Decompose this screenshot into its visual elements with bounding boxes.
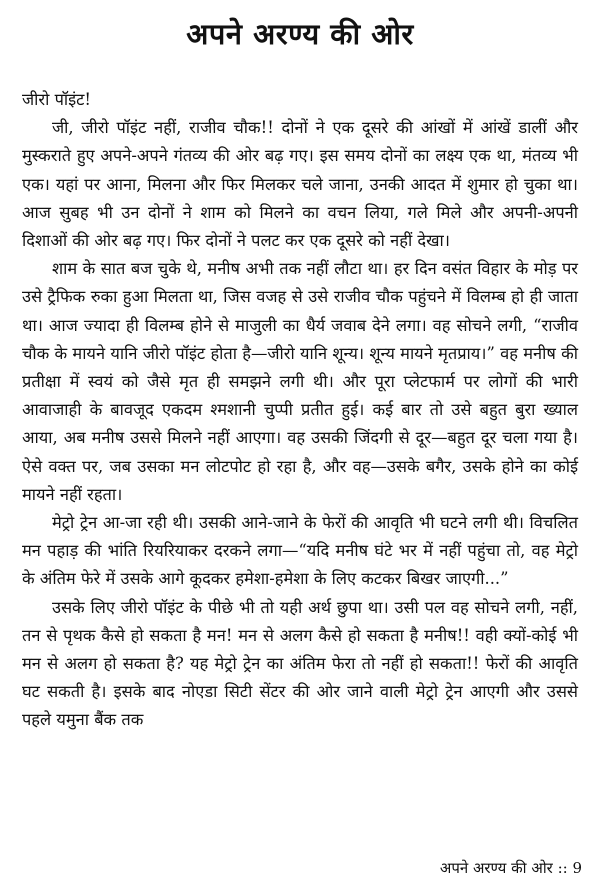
paragraph: उसके लिए जीरो पॉइंट के पीछे भी तो यही अर्थ छुपा था। उसी पल वह सोचने लगी, नहीं, तन से पृथक कैसे हो सकता है मन! मन से अलग कैसे हो सकता है मनीष!! वही क्यों-कोई भी मन से अलग हो सकता है? यह मेट्रो ट्रेन का अंतिम फेरा तो नहीं हो सकता!! फेरों की आवृति घट सकती है। इसके बाद नोएडा सिटी सेंटर की ओर जाने वाली मेट्रो ट्रेन आएगी और उससे पहले यमुना बैंक तक <box>22 597 578 730</box>
paragraph: शाम के सात बज चुके थे, मनीष अभी तक नहीं लौटा था। हर दिन वसंत विहार के मोड़ पर उसे ट्रैफिक रुका हुआ मिलता था, जिस वजह से उसे राजीव चौक पहुंचने में विलम्ब हो ही जाता था। आज ज्यादा ही विलम्ब होने से माजुली का धैर्य जवाब देने लगा। वह सोचने लगी, “राजीव चौक के मायने यानि जीरो पॉइंट होता है—जीरो यानि शून्य। शून्य मायने मृतप्राय।” वह मनीष की प्रतीक्षा में स्वयं को जैसे मृत ही समझने लगी थी। और पूरा प्लेटफार्म पर लोगों की भारी आवाजाही के बावजूद एकदम श्मशानी चुप्पी प्रतीत हुई। कई बार तो उसे बहुत बुरा ख्याल आया, अब मनीष उससे मिलने नहीं आएगा। वह उसकी जिंदगी से दूर—बहुत दूर चला गया है। ऐसे वक्त पर, जब उसका मन लोटपोट हो रहा है, और वह—उसके बगैर, उसके होने का कोई मायने नहीं रहता। <box>22 259 579 504</box>
body-text <box>22 86 578 735</box>
paragraph: जीरो पॉइंट! <box>22 90 92 109</box>
paragraph: जी, जीरो पॉइंट नहीं, राजीव चौक!! दोनों ने एक दूसरे की आंखों में आंखें डालीं और मुस्कराते हुए अपने-अपने गंतव्य की ओर बढ़ गए। इस समय दोनों का लक्ष्य एक था, मंतव्य भी एक। यहां पर आना, मिलना और फिर मिलकर चले जाना, उनकी आदत में शुमार हो चुका था। आज सुबह भी उन दोनों ने शाम को मिलने का वचन लिया, गले मिले और अपनी-अपनी दिशाओं की ओर बढ़ गए। फिर दोनों ने पलट कर एक दूसरे को नहीं देखा। <box>22 118 578 251</box>
page-title: अपने अरण्य की ओर <box>186 17 414 51</box>
page-footer: अपने अरण्य की ओर :: 9 <box>439 859 582 877</box>
paragraph: मेट्रो ट्रेन आ-जा रही थी। उसकी आने-जाने के फेरों की आवृति भी घटने लगी थी। विचलित मन पहाड़ की भांति रियरियाकर दरकने लगा—“यदि मनीष घंटे भर में नहीं पहुंचा तो, वह मेट्रो के अंतिम फेरे में उसके आगे कूदकर हमेशा-हमेशा के लिए कटकर बिखर जाएगी...” <box>22 513 578 589</box>
